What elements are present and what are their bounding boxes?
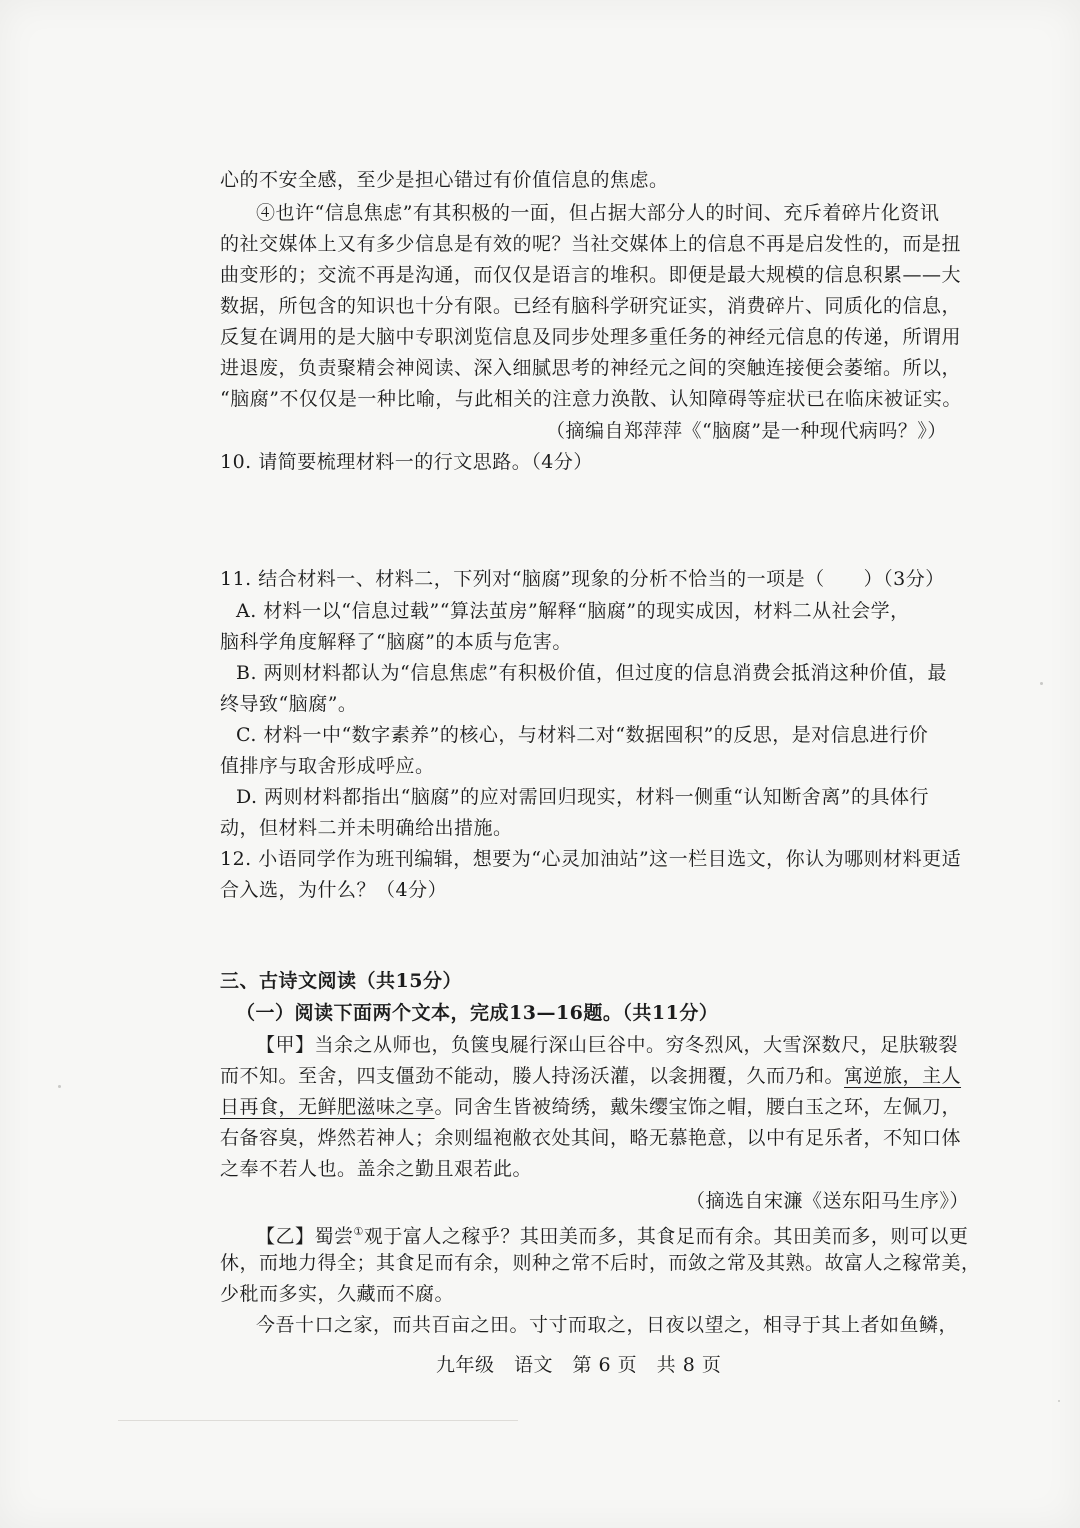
text-yi-line: 少秕而多实，久藏而不腐。 <box>220 1283 455 1305</box>
material-text-line: 反复在调用的是大脑中专职浏览信息及同步处理多重任务的神经元信息的传递，所谓用 <box>220 326 962 348</box>
material-text-line: 曲变形的；交流不再是沟通，而仅仅是语言的堆积。即便是最大规模的信息积累——大 <box>220 264 962 286</box>
text-jia-line <box>220 1063 961 1089</box>
footnote-marker: ① <box>353 1225 364 1238</box>
option-d-cont: 动，但材料二并未明确给出措施。 <box>220 817 513 839</box>
subsection-heading: （一）阅读下面两个文本，完成13—16题。（共11分） <box>236 1002 719 1024</box>
option-b-cont: 终导致“脑腐”。 <box>220 693 358 715</box>
text-jia-line: 右备容臭，烨然若神人；余则缊袍敝衣处其间，略无慕艳意，以中有足乐者，不知口体 <box>220 1127 962 1149</box>
scan-line <box>118 1420 518 1421</box>
underlined-sentence: 寓逆旅，主人 <box>844 1065 962 1087</box>
source-citation: （摘选自宋濂《送东阳马生序》） <box>686 1190 970 1212</box>
text-yi-line: 今吾十口之家，而共百亩之田。寸寸而取之，日夜以望之，相寻于其上者如鱼鳞， <box>256 1314 959 1336</box>
text-segment: 观于富人之稼乎？其田美而多，其食足而有余。其田美而多，则可以更 <box>363 1225 969 1248</box>
option-a-cont: 脑科学角度解释了“脑腐”的本质与危害。 <box>220 631 572 653</box>
question-11: 11. 结合材料一、材料二，下列对“脑腐”现象的分析不恰当的一项是（ ）（3分） <box>220 568 945 590</box>
question-10: 10. 请简要梳理材料一的行文思路。（4分） <box>220 451 593 473</box>
paragraph-4-start: ④也许“信息焦虑”有其积极的一面，但占据大部分人的时间、充斥着碎片化资讯 <box>256 202 940 224</box>
option-b: B. 两则材料都认为“信息焦虑”有积极价值，但过度的信息消费会抵消这种价值，最 <box>236 662 947 684</box>
text-jia-line <box>220 1094 961 1120</box>
page-footer: 九年级 语文 第 6 页 共 8 页 <box>436 1354 722 1376</box>
option-a: A. 材料一以“信息过载”“算法茧房”解释“脑腐”的现实成因，材料二从社会学， <box>236 600 910 622</box>
option-c-cont: 值排序与取舍形成呼应。 <box>220 755 435 777</box>
section-heading: 三、古诗文阅读（共15分） <box>220 970 462 992</box>
option-d: D. 两则材料都指出“脑腐”的应对需回归现实，材料一侧重“认知断舍离”的具体行 <box>236 786 929 808</box>
material-text-line: 的社交媒体上又有多少信息是有效的呢？当社交媒体上的信息不再是启发性的，而是扭 <box>220 233 962 255</box>
text-segment: 而不知。至舍，四支僵劲不能动，媵人持汤沃灌，以衾拥覆，久而乃和。 <box>220 1065 845 1087</box>
text-segment: 。同舍生皆被绮绣，戴朱缨宝饰之帽，腰白玉之环，左佩刀， <box>434 1096 962 1118</box>
source-citation: （摘编自郑萍萍《“脑腐”是一种现代病吗？》） <box>546 420 947 442</box>
material-text-line: 数据，所包含的知识也十分有限。已经有脑科学研究证实，消费碎片、同质化的信息， <box>220 295 962 317</box>
material-text-line: 进退废，负责聚精会神阅读、深入细腻思考的神经元之间的突触连接便会萎缩。所以， <box>220 357 962 379</box>
material-text-line: “脑腐”不仅仅是一种比喻，与此相关的注意力涣散、认知障碍等症状已在临床被证实。 <box>220 388 962 410</box>
text-jia-line: 【甲】当余之从师也，负箧曳屣行深山巨谷中。穷冬烈风，大雪深数尺，足肤皲裂 <box>256 1034 959 1056</box>
text-yi-line: 休，而地力得全；其食足而有余，则种之常不后时，而敛之常及其熟。故富人之稼常美， <box>220 1252 981 1274</box>
material-text-line: 心的不安全感，至少是担心错过有价值信息的焦虑。 <box>220 169 669 191</box>
scan-speck <box>58 1085 61 1088</box>
underlined-sentence-cont: 日再食，无鲜肥滋味之享 <box>220 1096 435 1118</box>
option-c: C. 材料一中“数字素养”的核心，与材料二对“数据囤积”的反思，是对信息进行价 <box>236 724 929 746</box>
scan-speck <box>1040 682 1043 685</box>
text-jia-line: 之奉不若人也。盖余之勤且艰若此。 <box>220 1158 533 1180</box>
question-12: 12. 小语同学作为班刊编辑，想要为“心灵加油站”这一栏目选文，你认为哪则材料更适 <box>220 848 962 870</box>
scan-speck <box>1058 1400 1060 1402</box>
text-segment: 【乙】蜀尝 <box>256 1225 354 1248</box>
text-yi-line <box>256 1219 968 1249</box>
question-12-cont: 合入选，为什么？（4分） <box>220 879 448 901</box>
